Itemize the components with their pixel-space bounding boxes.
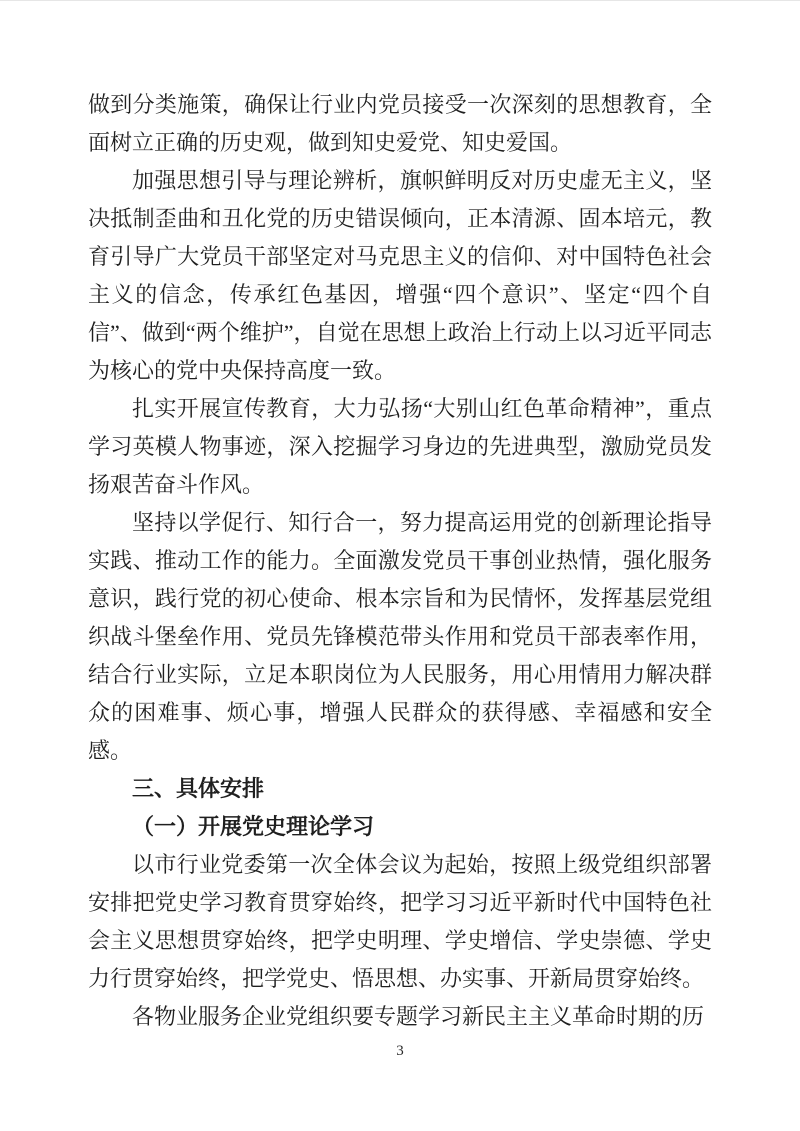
- paragraph: 扎实开展宣传教育，大力弘扬“大别山红色革命精神”，重点学习英模人物事迹，深入挖掘学习身边的先进典型，激励党员发扬艰苦奋斗作风。: [88, 396, 712, 497]
- subsection-heading: （一）开展党史理论学习: [132, 814, 375, 839]
- section-heading: 三、具体安排: [132, 776, 265, 801]
- paragraph: 各物业服务企业党组织要专题学习新民主主义革命时期的历: [132, 1004, 705, 1029]
- document-body: [88, 86, 712, 1036]
- paragraph: 加强思想引导与理论辨析，旗帜鲜明反对历史虚无主义，坚决抵制歪曲和丑化党的历史错误倾向，正本清源、固本培元，教育引导广大党员干部坚定对马克思主义的信仰、对中国特色社会主义的信念，传承红色基因，增强“四个意识”、坚定“四个自信”、做到“两个维护”，自觉在思想上政治上行动上以习近平同志为核心的党中央保持高度一致。: [88, 168, 712, 383]
- paragraph: 以市行业党委第一次全体会议为起始，按照上级党组织部署安排把党史学习教育贯穿始终，把学习习近平新时代中国特色社会主义思想贯穿始终，把学史明理、学史增信、学史崇德、学史力行贯穿始终，把学党史、悟思想、办实事、开新局贯穿始终。: [88, 852, 712, 991]
- paragraph: 做到分类施策，确保让行业内党员接受一次深刻的思想教育，全面树立正确的历史观，做到知史爱党、知史爱国。: [88, 92, 712, 155]
- page-number: 3: [396, 1043, 404, 1059]
- paragraph: 坚持以学促行、知行合一，努力提高运用党的创新理论指导实践、推动工作的能力。全面激发党员干事创业热情，强化服务意识，践行党的初心使命、根本宗旨和为民情怀，发挥基层党组织战斗堡垒作用、党员先锋模范带头作用和党员干部表率作用，结合行业实际，立足本职岗位为人民服务，用心用情用力解决群众的困难事、烦心事，增强人民群众的获得感、幸福感和安全感。: [88, 510, 712, 763]
